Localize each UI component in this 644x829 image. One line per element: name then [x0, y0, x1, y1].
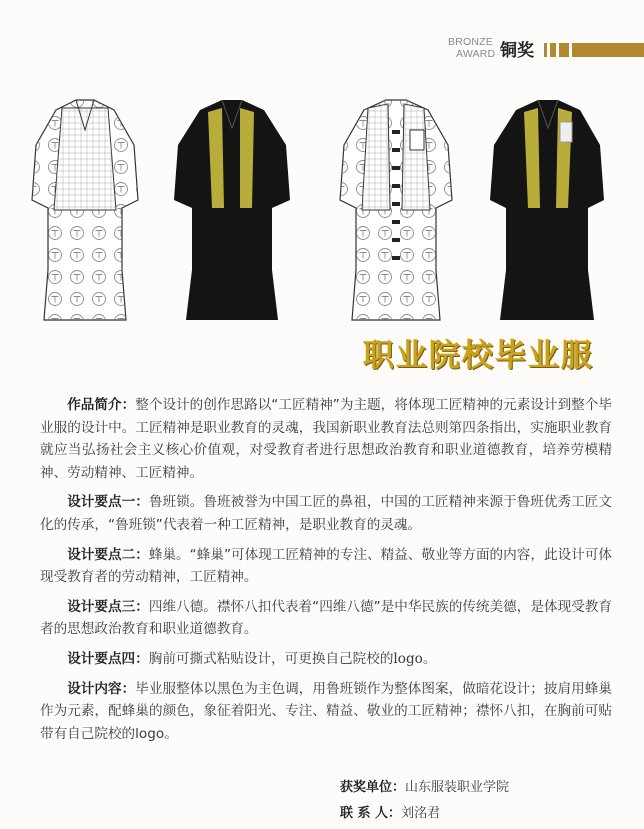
award-bar	[550, 43, 556, 57]
paragraph-highlight: 蜂巢。	[148, 546, 190, 563]
robe-black-logo	[490, 100, 604, 320]
paragraph-label: 设计要点一：	[67, 494, 149, 511]
paragraph-point-4	[40, 648, 612, 671]
award-unit-value: 山东服装职业学院	[405, 780, 510, 795]
paragraph-label: 作品简介：	[67, 397, 136, 413]
paragraph-highlight: 胸前可撕式粘贴设计，可更换自己院校的logo。	[148, 650, 437, 667]
paragraph-text: 襟怀八扣代表着“四维八德”是中华民族的传统美德，是体现受教育者的思想政治教育和职业道德教育。	[40, 598, 613, 638]
paragraph-text: 毕业服整体以黑色为主色调，用鲁班锁作为整体图案，做暗花设计；披肩用蜂巢作为元素，配蜂巢的颜色，象征着阳光、专注、精益、敬业的工匠精神；襟怀八扣，在胸前可贴带有自己院校的logo。	[40, 680, 613, 742]
award-bar	[544, 43, 547, 57]
paragraph-point-3	[40, 596, 612, 641]
award-bar	[572, 43, 644, 57]
paragraph-highlight: 鲁班锁。	[148, 494, 204, 511]
paragraph-label: 设计要点二：	[67, 546, 149, 563]
paragraph-highlight: 四维八德。	[148, 598, 217, 615]
contact-row	[340, 801, 509, 827]
paragraph-text: 整个设计的创作思路以“工匠精神”为主题，将体现工匠精神的元素设计到整个毕业服的设计中。工匠精神是职业教育的灵魂，我国新职业教育法总则第四条指出，实施职业教育就应当弘扬社会主义核心价值观，对受教育者进行思想政治教育和职业道德教育，培养劳模精神、劳动精神、工匠精神。	[40, 397, 612, 481]
credits	[340, 775, 509, 827]
award-english	[448, 36, 495, 60]
award-unit-row	[340, 775, 509, 801]
award-english-line1: BRONZE	[448, 36, 493, 48]
garment-illustrations	[0, 90, 644, 330]
page-title: 职业院校毕业服	[363, 338, 594, 374]
award-header	[444, 34, 644, 66]
robe-sketch-buttons	[340, 100, 452, 320]
award-english-line2: AWARD	[456, 48, 496, 60]
award-bar	[559, 43, 569, 57]
award-bars	[544, 43, 644, 57]
paragraph-label: 设计内容：	[67, 680, 136, 697]
paragraph-point-2	[40, 544, 612, 589]
paragraph-point-1	[40, 491, 612, 536]
robe-sketch-front	[32, 100, 138, 320]
contact-value: 刘洺君	[401, 806, 441, 821]
article-body	[40, 394, 612, 752]
paragraph-text: “蜂巢”可体现工匠精神的专注、精益、敬业等方面的内容，此设计可体现受教育者的劳动精神，工匠精神。	[40, 546, 613, 586]
robe-black-front	[174, 100, 290, 320]
contact-label: 联 系 人：	[340, 806, 402, 821]
paragraph-label: 设计要点三：	[67, 598, 149, 615]
paragraph-intro	[40, 394, 612, 484]
award-chinese: 铜奖	[500, 41, 534, 61]
garment-drawings	[0, 90, 644, 330]
award-unit-label: 获奖单位：	[340, 780, 406, 795]
paragraph-text: 鲁班被誉为中国工匠的鼻祖，中国的工匠精神来源于鲁班优秀工匠文化的传承，“鲁班锁”代表着一种工匠精神，是职业教育的灵魂。	[40, 494, 613, 533]
paragraph-label: 设计要点四：	[67, 650, 149, 667]
paragraph-content	[40, 678, 612, 746]
